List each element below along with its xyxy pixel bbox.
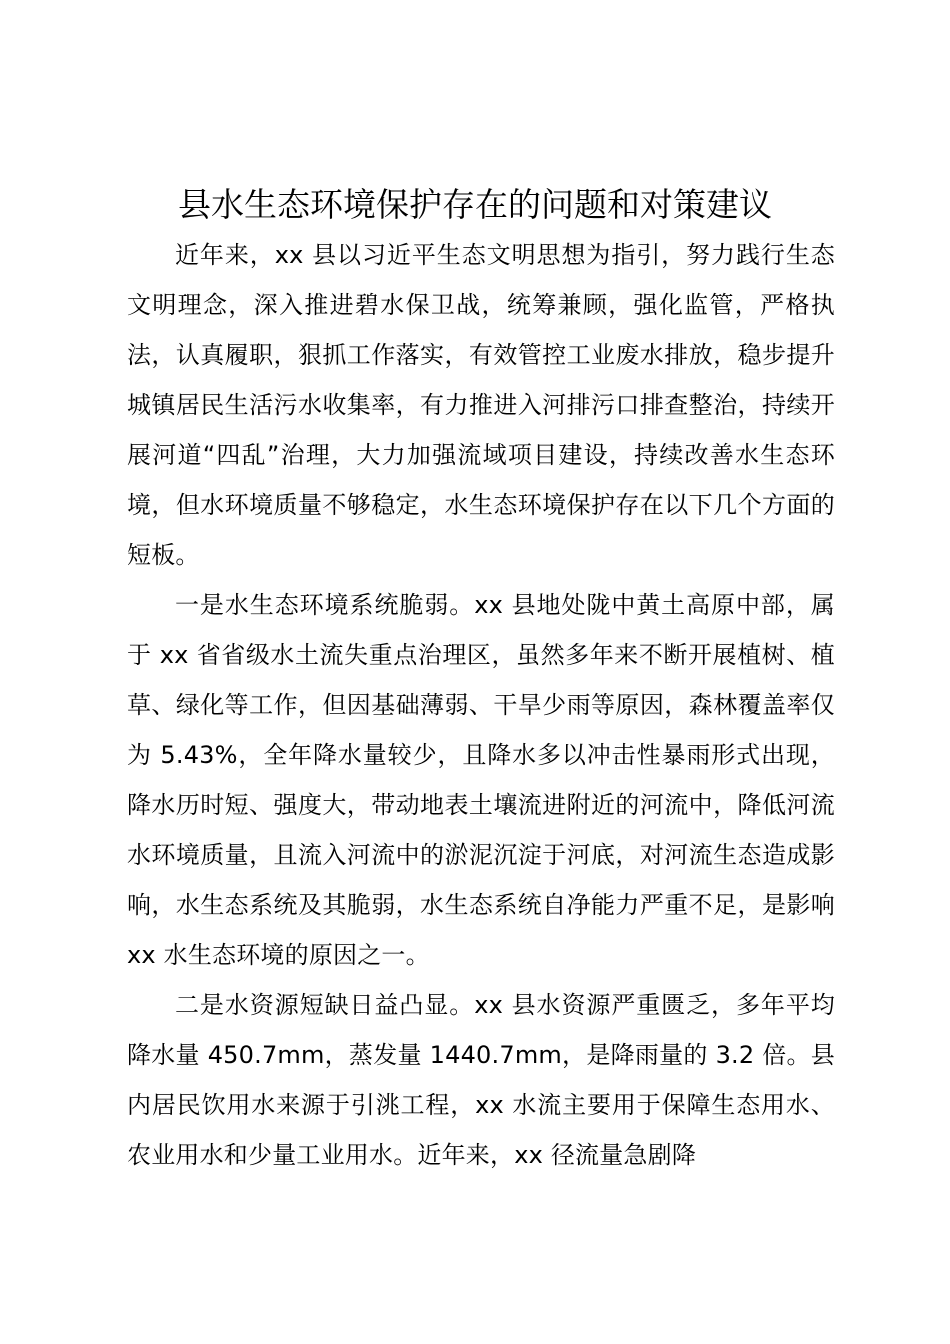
document-title: 县水生态环境保护存在的问题和对策建议	[178, 185, 772, 224]
document-body	[127, 230, 835, 1180]
paragraph-point-one: 一是水生态环境系统脆弱。xx 县地处陇中黄土高原中部，属于 xx 省省级水土流失重点治理区，虽然多年来不断开展植树、植草、绿化等工作，但因基础薄弱、干旱少雨等原因，森林覆盖率仅为 5.43%，全年降水量较少，且降水多以冲击性暴雨形式出现，降水历时短、强度大，带动地表土壤流进附近的河流中，降低河流水环境质量，且流入河流中的淤泥沉淀于河底，对河流生态造成影响，水生态系统及其脆弱，水生态系统自净能力严重不足，是影响 xx 水生态环境的原因之一。	[127, 591, 835, 969]
paragraph-point-two: 二是水资源短缺日益凸显。xx 县水资源严重匮乏，多年平均降水量 450.7mm，蒸发量 1440.7mm，是降雨量的 3.2 倍。县内居民饮用水来源于引洮工程，xx 水流主要用于保障生态用水、农业用水和少量工业用水。近年来，xx 径流量急剧降	[127, 991, 835, 1169]
paragraph-intro: 近年来，xx 县以习近平生态文明思想为指引，努力践行生态文明理念，深入推进碧水保卫战，统筹兼顾，强化监管，严格执法，认真履职，狠抓工作落实，有效管控工业废水排放，稳步提升城镇居民生活污水收集率，有力推进入河排污口排查整治，持续开展河道“四乱”治理，大力加强流域项目建设，持续改善水生态环境，但水环境质量不够稳定，水生态环境保护存在以下几个方面的短板。	[127, 241, 835, 569]
